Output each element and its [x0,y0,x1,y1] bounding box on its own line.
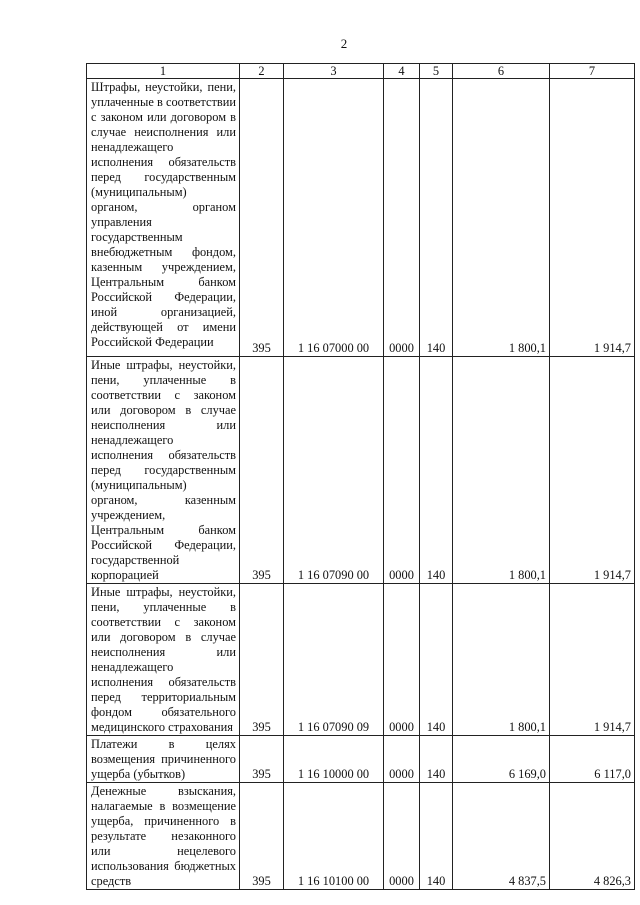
table-row [87,79,635,357]
kind-code-cell: 140 [420,736,453,783]
column-header: 1 [87,64,240,79]
column-header: 5 [420,64,453,79]
amount-cell: 1 914,7 [550,357,635,584]
row-name-cell: Платежи в целях возмещения причиненного ущерба (убытков) [87,736,240,783]
program-code-cell: 0000 [384,357,420,584]
column-header: 3 [284,64,384,79]
column-header: 6 [453,64,550,79]
program-code-cell: 0000 [384,736,420,783]
kind-code-cell: 140 [420,79,453,357]
amount-cell: 6 117,0 [550,736,635,783]
column-header: 4 [384,64,420,79]
amount-cell: 4 826,3 [550,783,635,890]
table-row [87,584,635,736]
admin-code-cell: 395 [240,79,284,357]
row-name-cell: Иные штрафы, неустойки, пени, уплаченные в соответствии с законом или договором в случае неисполнения или ненадлежащего исполнения обязательств перед территориальным фондом обязательного медицинского страхования [87,584,240,736]
amount-cell: 1 800,1 [453,79,550,357]
admin-code-cell: 395 [240,357,284,584]
admin-code-cell: 395 [240,783,284,890]
table-row [87,736,635,783]
kind-code-cell: 140 [420,783,453,890]
budget-code-cell: 1 16 07090 00 [284,357,384,584]
budget-code-cell: 1 16 07090 09 [284,584,384,736]
amount-cell: 1 800,1 [453,357,550,584]
kind-code-cell: 140 [420,584,453,736]
amount-cell: 1 800,1 [453,584,550,736]
amount-cell: 1 914,7 [550,584,635,736]
amount-cell: 6 169,0 [453,736,550,783]
table-row [87,357,635,584]
program-code-cell: 0000 [384,79,420,357]
column-header: 2 [240,64,284,79]
budget-code-cell: 1 16 10100 00 [284,783,384,890]
amount-cell: 1 914,7 [550,79,635,357]
program-code-cell: 0000 [384,783,420,890]
program-code-cell: 0000 [384,584,420,736]
row-name-cell: Иные штрафы, неустойки, пени, уплаченные в соответствии с законом или договором в случае неисполнения или ненадлежащего исполнения обязательств перед государственным (муниципальным) органом, казенным учреждением, Центральным банком Российской Федерации, государственной корпорацией [87,357,240,584]
amount-cell: 4 837,5 [453,783,550,890]
budget-code-cell: 1 16 07000 00 [284,79,384,357]
row-name-cell: Штрафы, неустойки, пени, уплаченные в соответствии с законом или договором в случае неисполнения или ненадлежащего исполнения обязательств перед государственным (муниципальным) органом, органом управления государственным внебюджетным фондом, казенным учреждением, Центральным банком Российской Федерации, иной организацией, действующей от имени Российской Федерации [87,79,240,357]
budget-code-cell: 1 16 10000 00 [284,736,384,783]
table-header-row [87,64,635,79]
row-name-cell: Денежные взыскания, налагаемые в возмещение ущерба, причиненного в результате незаконного или нецелевого использования бюджетных средств [87,783,240,890]
table-row [87,783,635,890]
page-number: 2 [340,36,348,51]
admin-code-cell: 395 [240,584,284,736]
admin-code-cell: 395 [240,736,284,783]
column-header: 7 [550,64,635,79]
kind-code-cell: 140 [420,357,453,584]
revenue-table [86,63,635,890]
